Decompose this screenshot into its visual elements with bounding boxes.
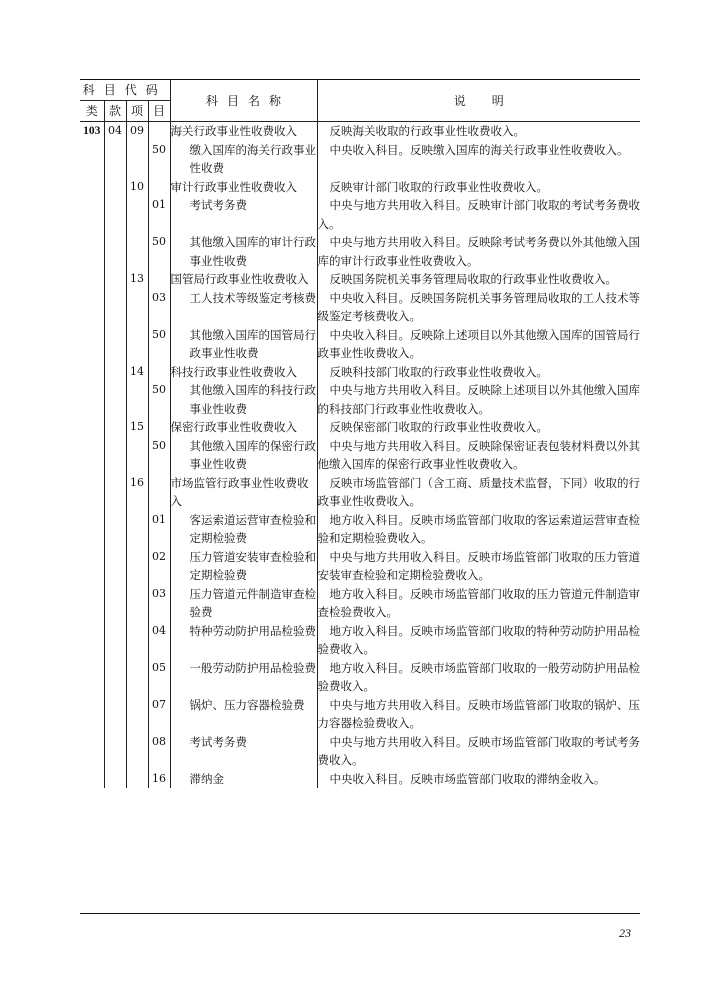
xiang-code: 16 xyxy=(126,474,148,511)
kuan-code xyxy=(104,696,126,733)
kuan-code xyxy=(104,511,126,548)
mu-code xyxy=(148,418,170,437)
lei-code xyxy=(80,363,104,382)
xiang-code: 09 xyxy=(126,122,148,141)
xiang-code xyxy=(126,770,148,789)
lei-code xyxy=(80,511,104,548)
account-name: 客运索道运营审查检验和定期检验费 xyxy=(170,511,317,548)
mu-code: 02 xyxy=(148,548,170,585)
budget-account-table xyxy=(80,80,640,788)
lei-code xyxy=(80,196,104,233)
mu-code: 01 xyxy=(148,511,170,548)
mu-code xyxy=(148,474,170,511)
mu-code: 50 xyxy=(148,326,170,363)
account-description: 反映国务院机关事务管理局收取的行政事业性收费收入。 xyxy=(317,270,640,289)
account-name: 保密行政事业性收费收入 xyxy=(170,418,317,437)
account-description: 反映保密部门收取的行政事业性收费收入。 xyxy=(317,418,640,437)
lei-code xyxy=(80,233,104,270)
bottom-rule xyxy=(80,913,640,914)
xiang-code xyxy=(126,196,148,233)
mu-code: 08 xyxy=(148,733,170,770)
table-row xyxy=(80,437,640,474)
mu-code: 03 xyxy=(148,585,170,622)
account-name: 滞纳金 xyxy=(170,770,317,789)
xiang-code xyxy=(126,548,148,585)
account-description: 中央与地方共用收入科目。反映市场监管部门收取的锅炉、压力容器检验费收入。 xyxy=(317,696,640,733)
mu-code: 04 xyxy=(148,622,170,659)
account-name: 锅炉、压力容器检验费 xyxy=(170,696,317,733)
kuan-code xyxy=(104,141,126,178)
lei-code xyxy=(80,437,104,474)
account-name: 一般劳动防护用品检验费 xyxy=(170,659,317,696)
account-name: 审计行政事业性收费收入 xyxy=(170,178,317,197)
xiang-code: 10 xyxy=(126,178,148,197)
table-row xyxy=(80,585,640,622)
account-name: 其他缴入国库的审计行政事业性收费 xyxy=(170,233,317,270)
lei-code xyxy=(80,270,104,289)
lei-code xyxy=(80,659,104,696)
account-description: 地方收入科目。反映市场监管部门收取的特种劳动防护用品检验费收入。 xyxy=(317,622,640,659)
table-row xyxy=(80,733,640,770)
xiang-code xyxy=(126,289,148,326)
mu-code: 05 xyxy=(148,659,170,696)
xiang-code xyxy=(126,437,148,474)
account-description: 中央与地方共用收入科目。反映除保密证表包装材料费以外其他缴入国库的保密行政事业性收费收入。 xyxy=(317,437,640,474)
lei-code xyxy=(80,141,104,178)
account-description: 中央与地方共用收入科目。反映除考试考务费以外其他缴入国库的审计行政事业性收费收入。 xyxy=(317,233,640,270)
account-description: 中央与地方共用收入科目。反映除上述项目以外其他缴入国库的科技部门行政事业性收费收入。 xyxy=(317,381,640,418)
table-row xyxy=(80,289,640,326)
table-row xyxy=(80,196,640,233)
header-row-1 xyxy=(80,80,640,101)
mu-code: 07 xyxy=(148,696,170,733)
account-description: 中央与地方共用收入科目。反映市场监管部门收取的压力管道安装审查检验和定期检验费收入。 xyxy=(317,548,640,585)
kuan-code xyxy=(104,622,126,659)
kuan-code xyxy=(104,733,126,770)
xiang-code: 15 xyxy=(126,418,148,437)
lei-code xyxy=(80,289,104,326)
table-row xyxy=(80,770,640,789)
mu-code xyxy=(148,178,170,197)
xiang-code xyxy=(126,733,148,770)
xiang-code xyxy=(126,141,148,178)
account-description: 中央收入科目。反映除上述项目以外其他缴入国库的国管局行政事业性收费收入。 xyxy=(317,326,640,363)
lei-code xyxy=(80,326,104,363)
lei-code xyxy=(80,418,104,437)
kuan-code xyxy=(104,437,126,474)
table-row xyxy=(80,696,640,733)
mu-code: 50 xyxy=(148,381,170,418)
kuan-code xyxy=(104,289,126,326)
name-column-header: 科目名称 xyxy=(206,93,291,108)
desc-column-header: 说明 xyxy=(453,93,530,108)
account-description: 中央收入科目。反映缴入国库的海关行政事业性收费收入。 xyxy=(317,141,640,178)
account-description: 中央与地方共用收入科目。反映审计部门收取的考试考务费收入。 xyxy=(317,196,640,233)
lei-code xyxy=(80,733,104,770)
account-description: 地方收入科目。反映市场监管部门收取的一般劳动防护用品检验费收入。 xyxy=(317,659,640,696)
account-name: 其他缴入国库的保密行政事业性收费 xyxy=(170,437,317,474)
kuan-header: 款 xyxy=(104,101,126,122)
xiang-code xyxy=(126,585,148,622)
xiang-code xyxy=(126,622,148,659)
table-body xyxy=(80,122,640,789)
table-row xyxy=(80,326,640,363)
account-description: 中央收入科目。反映市场监管部门收取的滞纳金收入。 xyxy=(317,770,640,789)
table-row xyxy=(80,122,640,141)
kuan-code xyxy=(104,585,126,622)
table-row xyxy=(80,141,640,178)
account-description: 中央与地方共用收入科目。反映市场监管部门收取的考试考务费收入。 xyxy=(317,733,640,770)
xiang-code xyxy=(126,696,148,733)
account-name: 工人技术等级鉴定考核费 xyxy=(170,289,317,326)
account-name: 特种劳动防护用品检验费 xyxy=(170,622,317,659)
xiang-code xyxy=(126,511,148,548)
table-row xyxy=(80,622,640,659)
kuan-code xyxy=(104,548,126,585)
kuan-code xyxy=(104,770,126,789)
mu-code: 50 xyxy=(148,437,170,474)
account-description: 反映审计部门收取的行政事业性收费收入。 xyxy=(317,178,640,197)
account-description: 地方收入科目。反映市场监管部门收取的客运索道运营审查检验和定期检验费收入。 xyxy=(317,511,640,548)
account-description: 反映市场监管部门（含工商、质量技术监督，下同）收取的行政事业性收费收入。 xyxy=(317,474,640,511)
mu-code: 03 xyxy=(148,289,170,326)
account-name: 压力管道安装审查检验和定期检验费 xyxy=(170,548,317,585)
table-row xyxy=(80,418,640,437)
lei-code xyxy=(80,548,104,585)
lei-code xyxy=(80,696,104,733)
account-name: 国管局行政事业性收费收入 xyxy=(170,270,317,289)
xiang-code xyxy=(126,659,148,696)
xiang-code xyxy=(126,233,148,270)
mu-code: 01 xyxy=(148,196,170,233)
mu-code: 50 xyxy=(148,233,170,270)
mu-code xyxy=(148,363,170,382)
account-description: 中央收入科目。反映国务院机关事务管理局收取的工人技术等级鉴定考核费收入。 xyxy=(317,289,640,326)
page-number: 23 xyxy=(619,926,631,940)
kuan-code xyxy=(104,270,126,289)
mu-header: 目 xyxy=(148,101,170,122)
account-name: 考试考务费 xyxy=(170,733,317,770)
account-name: 其他缴入国库的科技行政事业性收费 xyxy=(170,381,317,418)
kuan-code xyxy=(104,196,126,233)
lei-code xyxy=(80,474,104,511)
account-name: 考试考务费 xyxy=(170,196,317,233)
account-name: 海关行政事业性收费收入 xyxy=(170,122,317,141)
kuan-code xyxy=(104,363,126,382)
mu-code xyxy=(148,122,170,141)
mu-code: 50 xyxy=(148,141,170,178)
account-name: 科技行政事业性收费收入 xyxy=(170,363,317,382)
xiang-header: 项 xyxy=(126,101,148,122)
table-row xyxy=(80,363,640,382)
table-row xyxy=(80,233,640,270)
account-name: 其他缴入国库的国管局行政事业性收费 xyxy=(170,326,317,363)
account-description: 反映海关收取的行政事业性收费收入。 xyxy=(317,122,640,141)
xiang-code: 14 xyxy=(126,363,148,382)
kuan-code xyxy=(104,326,126,363)
account-description: 反映科技部门收取的行政事业性收费收入。 xyxy=(317,363,640,382)
lei-code xyxy=(80,381,104,418)
account-name: 市场监管行政事业性收费收入 xyxy=(170,474,317,511)
account-description: 地方收入科目。反映市场监管部门收取的压力管道元件制造审查检验费收入。 xyxy=(317,585,640,622)
table-row xyxy=(80,178,640,197)
code-group-header: 科目代码 xyxy=(80,80,170,101)
lei-code xyxy=(80,178,104,197)
table-row xyxy=(80,381,640,418)
table-row xyxy=(80,659,640,696)
mu-code xyxy=(148,270,170,289)
kuan-code xyxy=(104,418,126,437)
table-row xyxy=(80,511,640,548)
kuan-code xyxy=(104,474,126,511)
lei-header: 类 xyxy=(80,101,104,122)
table-row xyxy=(80,548,640,585)
lei-code xyxy=(80,770,104,789)
xiang-code xyxy=(126,381,148,418)
kuan-code xyxy=(104,381,126,418)
kuan-code xyxy=(104,178,126,197)
mu-code: 16 xyxy=(148,770,170,789)
account-name: 压力管道元件制造审查检验费 xyxy=(170,585,317,622)
account-name: 缴入国库的海关行政事业性收费 xyxy=(170,141,317,178)
lei-code: 103 xyxy=(83,125,101,137)
kuan-code xyxy=(104,659,126,696)
lei-code xyxy=(80,622,104,659)
table-row xyxy=(80,270,640,289)
xiang-code xyxy=(126,326,148,363)
xiang-code: 13 xyxy=(126,270,148,289)
kuan-code xyxy=(104,233,126,270)
kuan-code: 04 xyxy=(104,122,126,141)
table-row xyxy=(80,474,640,511)
lei-code xyxy=(80,585,104,622)
